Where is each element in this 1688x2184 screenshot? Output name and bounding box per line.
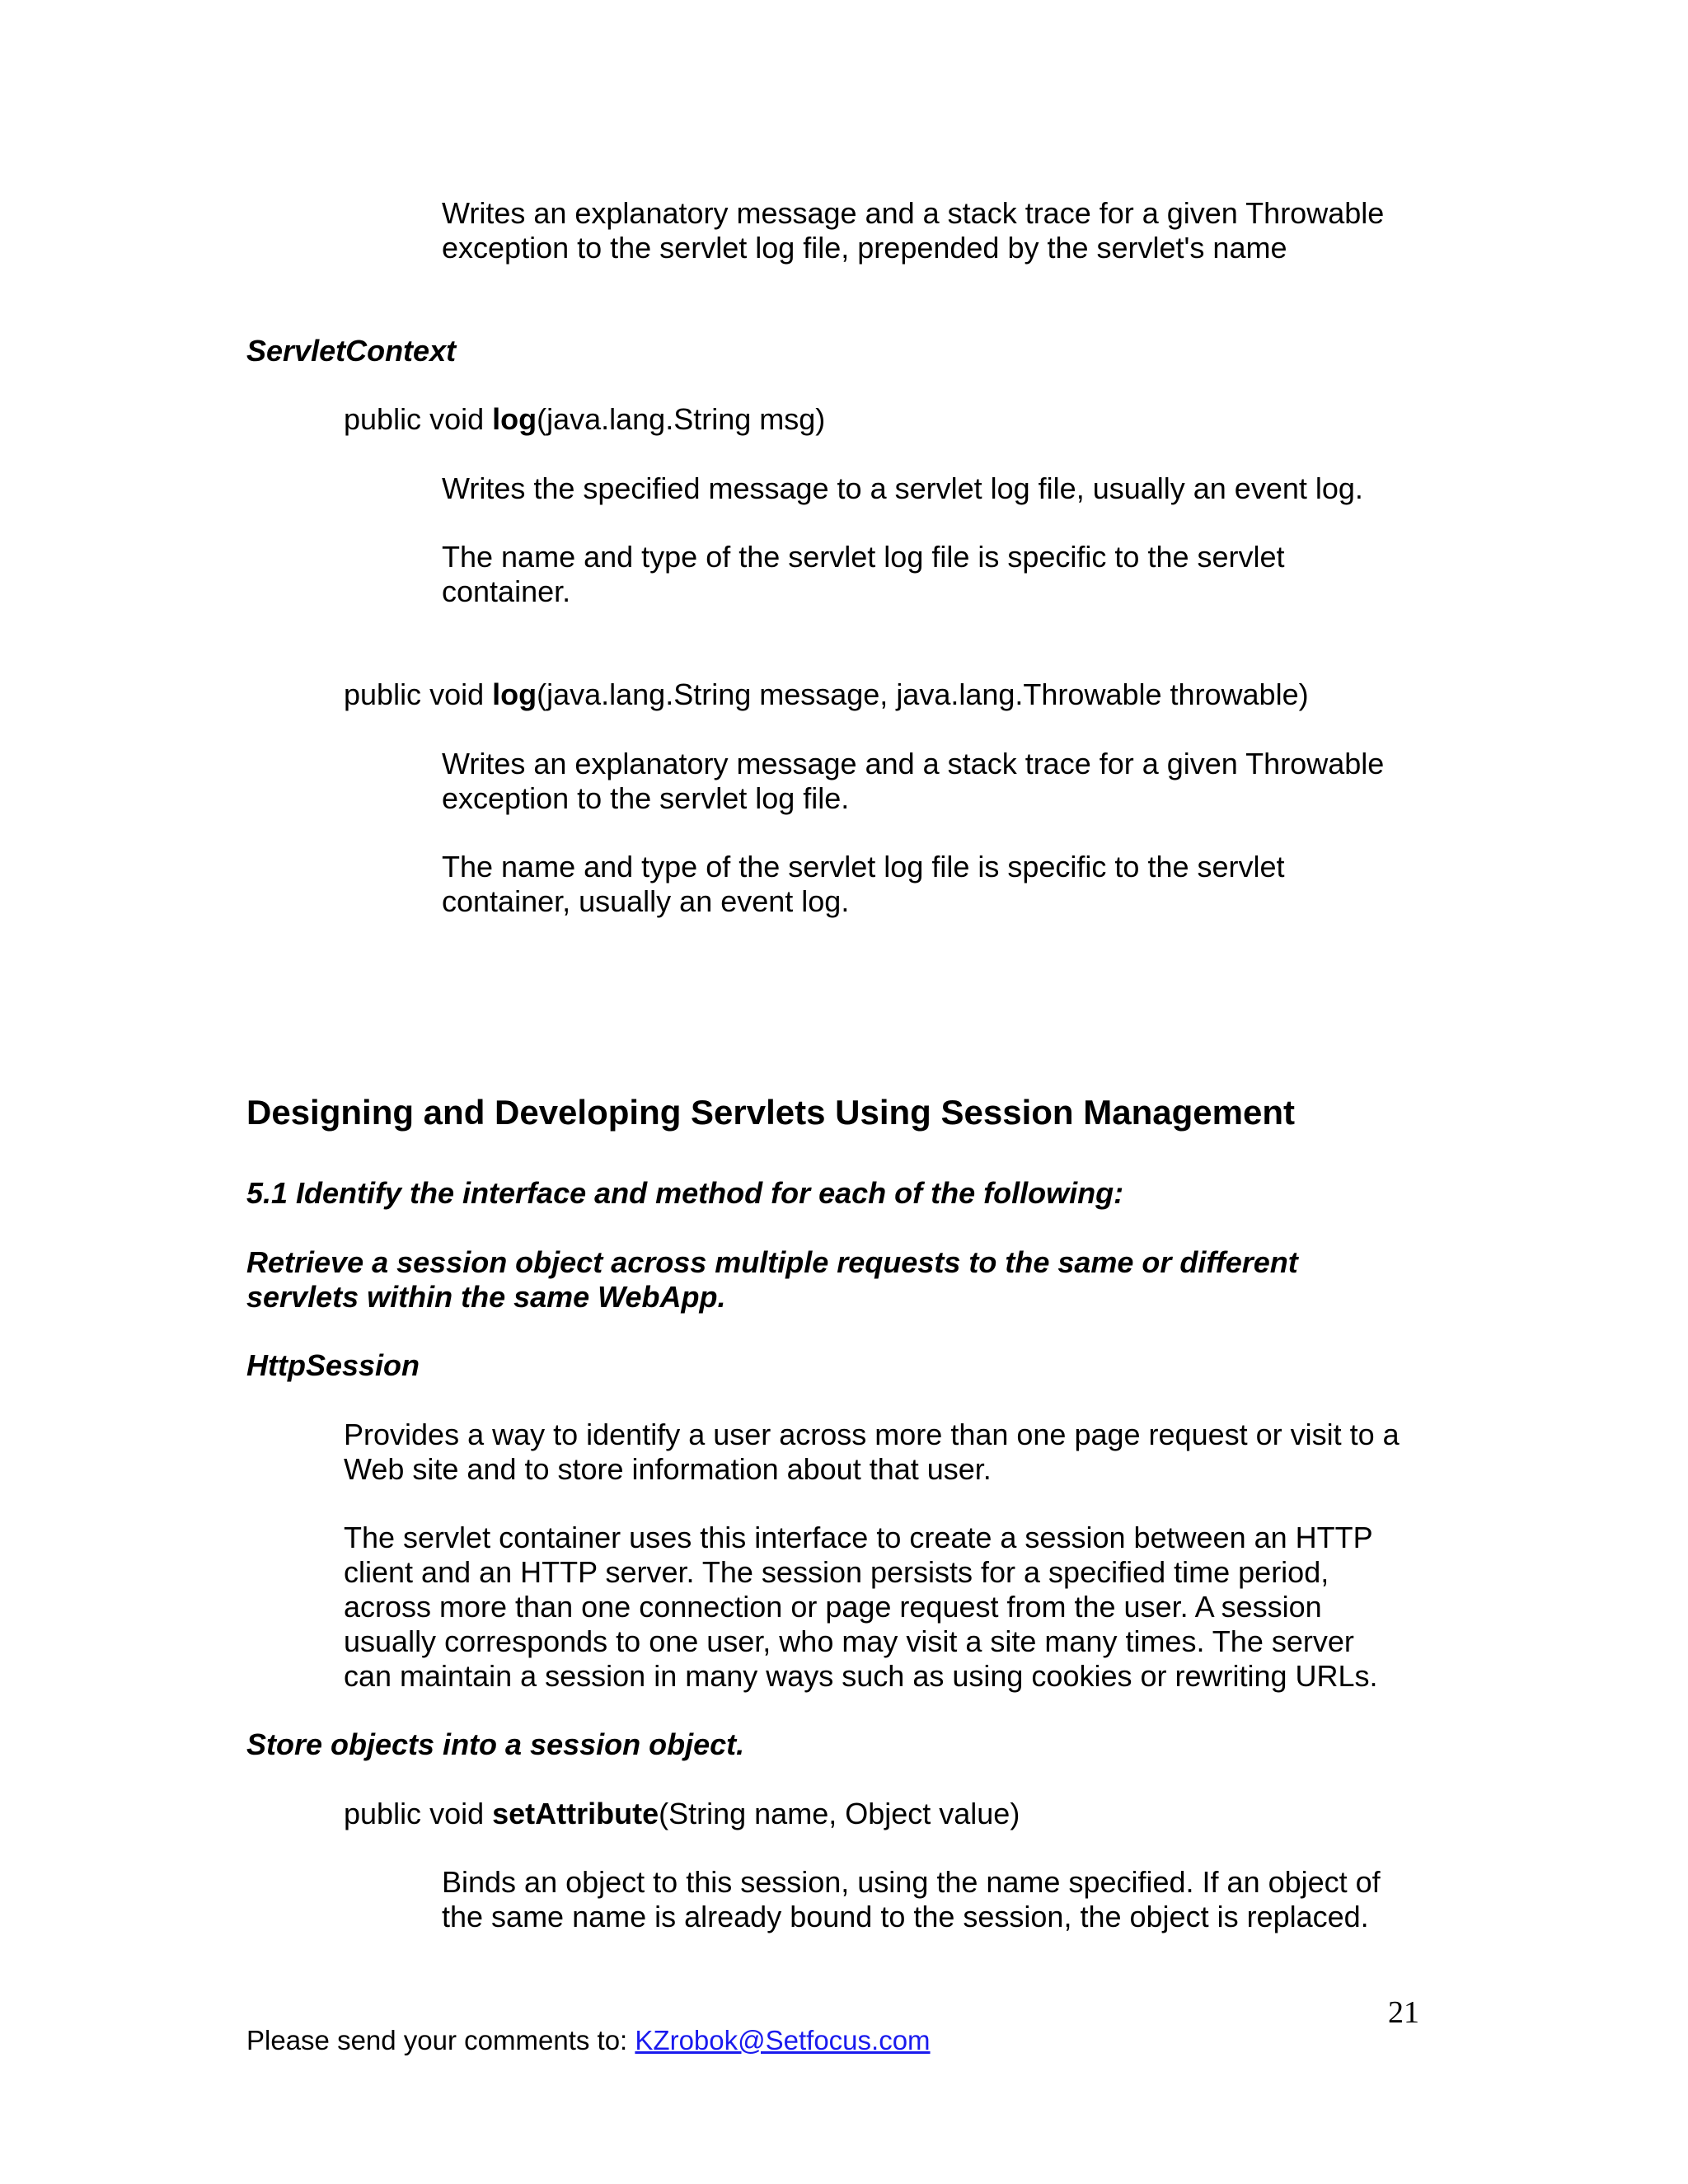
paragraph-line: usually corresponds to one user, who may visit a site many times. The server xyxy=(344,1624,1354,1658)
page-number: 21 xyxy=(1388,1995,1419,2030)
paragraph-line: can maintain a session in many ways such as using cookies or rewriting URLs. xyxy=(344,1659,1378,1693)
footer-text: Please send your comments to: xyxy=(246,2025,635,2055)
method-params: (java.lang.String msg) xyxy=(537,402,826,436)
paragraph-line: Writes an explanatory message and a stack trace for a given Throwable xyxy=(442,196,1385,230)
subtopic-heading: Store objects into a session object. xyxy=(246,1727,745,1761)
method-signature xyxy=(344,1797,1020,1831)
method-params: (String name, Object value) xyxy=(659,1797,1020,1830)
subtopic-heading: servlets within the same WebApp. xyxy=(246,1280,726,1314)
method-prefix: public void xyxy=(344,677,493,711)
interface-heading: HttpSession xyxy=(246,1348,420,1382)
paragraph-line: Web site and to store information about that user. xyxy=(344,1452,992,1486)
method-description: container. xyxy=(442,574,571,608)
interface-heading: ServletContext xyxy=(246,334,457,368)
method-params: (java.lang.String message, java.lang.Throwable throwable) xyxy=(537,677,1309,711)
method-description: container, usually an event log. xyxy=(442,884,850,918)
method-description: the same name is already bound to the session, the object is replaced. xyxy=(442,1900,1369,1933)
email-link[interactable]: KZrobok@Setfocus.com xyxy=(635,2025,931,2055)
method-signature xyxy=(344,677,1309,712)
subtopic-heading: Retrieve a session object across multiple requests to the same or different xyxy=(246,1245,1298,1279)
objective-heading: 5.1 Identify the interface and method for each of the following: xyxy=(246,1176,1124,1210)
method-prefix: public void xyxy=(344,402,493,436)
method-prefix: public void xyxy=(344,1797,493,1830)
method-description: The name and type of the servlet log file is specific to the servlet xyxy=(442,850,1285,883)
method-signature xyxy=(344,402,825,437)
method-description: Binds an object to this session, using the name specified. If an object of xyxy=(442,1865,1381,1899)
paragraph-line: The servlet container uses this interface to create a session between an HTTP xyxy=(344,1521,1373,1554)
method-description: Writes an explanatory message and a stack trace for a given Throwable xyxy=(442,747,1385,780)
method-description: exception to the servlet log file. xyxy=(442,781,850,815)
paragraph-line: client and an HTTP server. The session persists for a specified time period, xyxy=(344,1555,1329,1589)
method-name: log xyxy=(492,402,537,436)
method-description: The name and type of the servlet log file is specific to the servlet xyxy=(442,540,1285,574)
method-name: log xyxy=(492,677,537,711)
paragraph-line: across more than one connection or page request from the user. A session xyxy=(344,1590,1322,1624)
paragraph-line: Provides a way to identify a user across more than one page request or visit to a xyxy=(344,1418,1400,1451)
method-name: setAttribute xyxy=(492,1797,659,1830)
paragraph-line: exception to the servlet log file, prepended by the servlet's name xyxy=(442,231,1287,265)
method-description: Writes the specified message to a servlet log file, usually an event log. xyxy=(442,471,1363,505)
footer xyxy=(246,2024,931,2057)
section-title: Designing and Developing Servlets Using Session Management xyxy=(246,1093,1295,1132)
